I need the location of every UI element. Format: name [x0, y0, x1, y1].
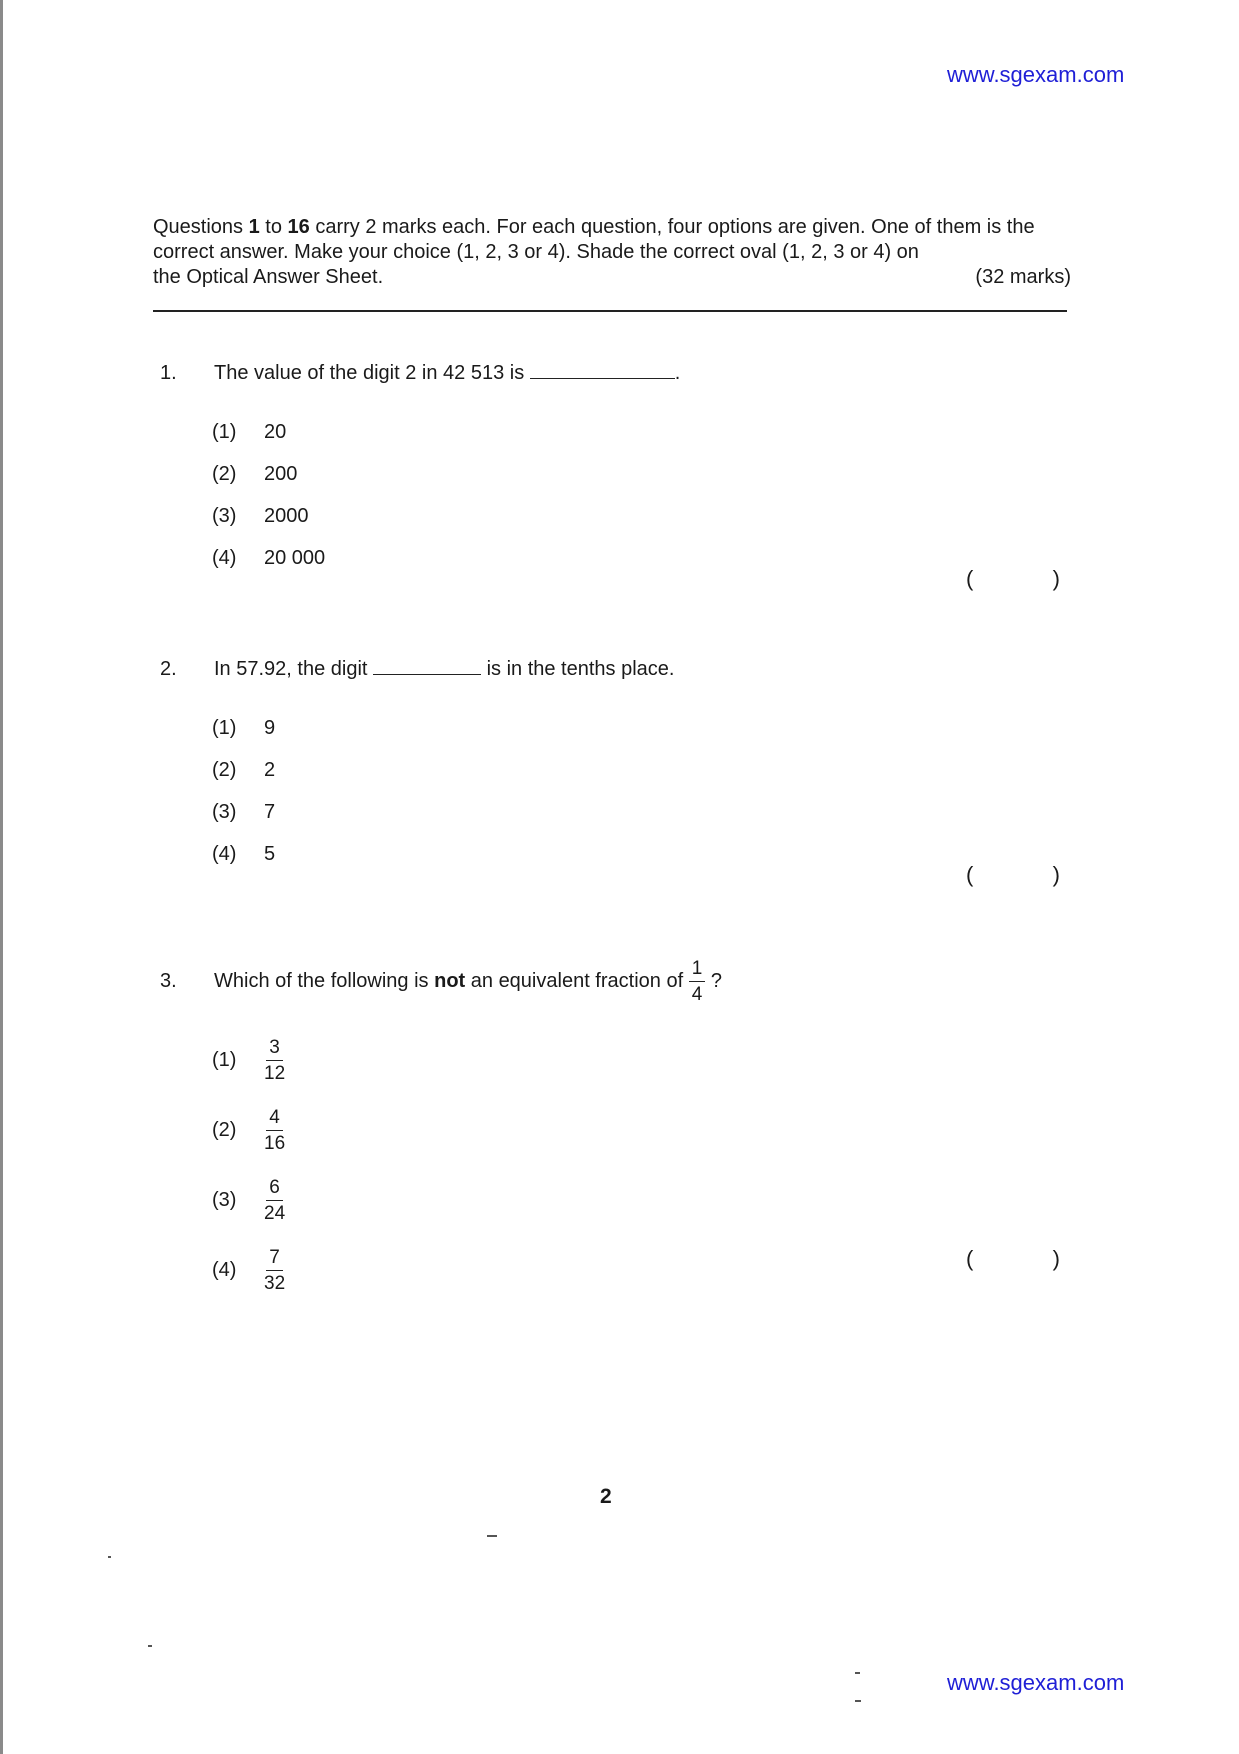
scan-speck	[487, 1535, 497, 1537]
instructions-text: Questions	[153, 216, 249, 238]
question-2	[160, 658, 1060, 887]
option-fraction: $\frac{4}{16}$	[264, 1106, 286, 1154]
instructions-from: 1	[248, 216, 260, 238]
option-2[interactable]: (2) 200	[212, 462, 298, 485]
options-list	[212, 411, 1060, 579]
answer-bracket[interactable]: ( )	[966, 566, 1060, 591]
option-3[interactable]: (3) $\frac{6}{24}$	[212, 1176, 286, 1224]
option-4[interactable]: (4) $\frac{7}{32}$	[212, 1246, 286, 1294]
answer-bracket[interactable]: ( )	[966, 1246, 1060, 1271]
question-1	[160, 362, 1060, 591]
option-1[interactable]: (1) $\frac{3}{12}$	[212, 1036, 286, 1084]
scan-speck	[855, 1672, 860, 1674]
option-4[interactable]: (4) 20 000	[212, 546, 326, 569]
answer-blank	[373, 658, 481, 675]
option-fraction: $\frac{3}{12}$	[264, 1036, 286, 1084]
option-fraction: $\frac{7}{32}$	[264, 1246, 286, 1294]
instructions-text: carry 2 marks each. For each question, four options are given. One of them is the correct answer. Make your choice (1, 2, 3 or 4). Shade the correct oval (1, 2, 3 or 4) on	[153, 216, 1035, 263]
option-2[interactable]: (2) $\frac{4}{16}$	[212, 1106, 286, 1154]
option-3[interactable]: (3) 2000	[212, 504, 309, 527]
page-number: 2	[600, 1485, 612, 1508]
instructions-last-line: the Optical Answer Sheet.	[153, 266, 384, 288]
fraction-one-quarter: $\frac{1}{4}$	[689, 958, 706, 1005]
question-text: The value of the digit 2 in 42 513 is .	[214, 362, 681, 384]
scan-speck	[108, 1556, 111, 1558]
scan-speck	[148, 1645, 152, 1647]
footer-site-link[interactable]: www.sgexam.com	[947, 1670, 1125, 1695]
option-fraction: $\frac{6}{24}$	[264, 1176, 286, 1224]
option-1[interactable]: (1) 20	[212, 420, 287, 443]
total-marks: (32 marks)	[975, 266, 1071, 288]
instructions-text: to	[259, 216, 288, 238]
question-number: 2.	[160, 658, 177, 680]
answer-blank	[530, 362, 675, 379]
question-text: Which of the following is not an equivalent fraction of $\frac{1}{4}$ ?	[214, 958, 722, 1005]
options-list	[212, 1025, 1060, 1305]
question-number: 1.	[160, 362, 177, 384]
answer-bracket[interactable]: ( )	[966, 862, 1060, 887]
question-3	[160, 958, 1060, 1305]
options-list	[212, 707, 1060, 875]
option-2[interactable]: (2) 2	[212, 758, 276, 781]
question-number: 3.	[160, 970, 177, 992]
question-text: In 57.92, the digit is in the tenths place.	[214, 658, 675, 680]
section-divider	[153, 310, 1067, 312]
instructions	[153, 215, 1071, 290]
instructions-to: 16	[287, 216, 310, 238]
option-1[interactable]: (1) 9	[212, 716, 276, 739]
header-site-link[interactable]: www.sgexam.com	[947, 62, 1125, 87]
scan-speck	[855, 1700, 861, 1702]
scan-edge	[0, 0, 3, 1754]
option-3[interactable]: (3) 7	[212, 800, 276, 823]
option-4[interactable]: (4) 5	[212, 842, 276, 865]
